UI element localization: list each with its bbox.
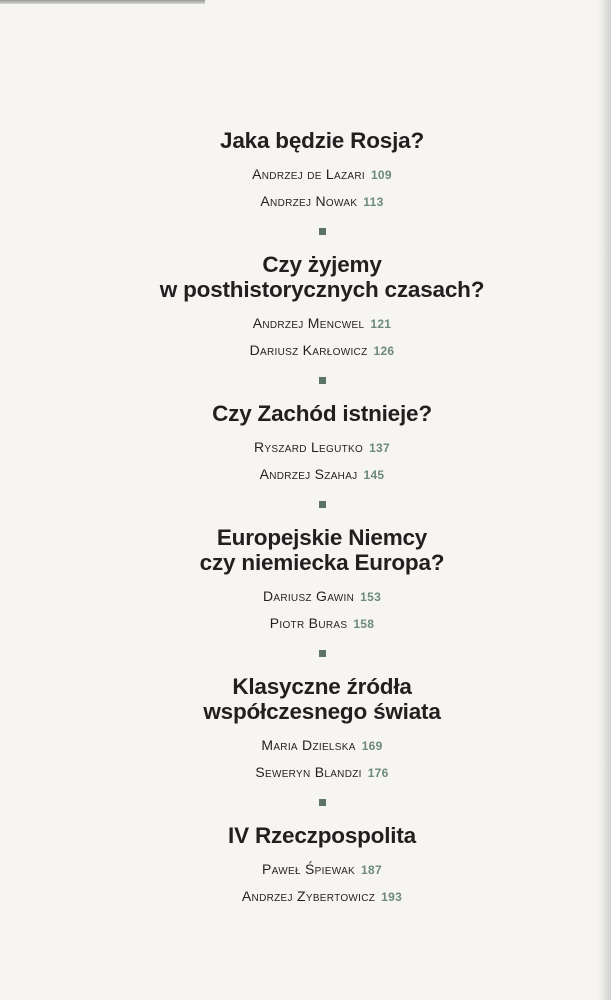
entry-author: Andrzej Mencwel <box>252 315 365 331</box>
section-title <box>0 252 611 302</box>
section-title-line: czy niemiecka Europa? <box>199 550 445 575</box>
entry-page-number: 121 <box>370 317 392 331</box>
toc-entry <box>0 765 611 781</box>
toc-entry <box>0 467 611 483</box>
toc-entry <box>0 167 611 183</box>
toc-section <box>0 401 611 483</box>
entry-author: Andrzej Zybertowicz <box>241 888 376 904</box>
section-title <box>0 128 611 153</box>
entry-author: Piotr Buras <box>269 615 348 631</box>
square-divider <box>319 799 326 806</box>
entry-author: Maria Dzielska <box>261 737 356 753</box>
entry-page-number: 176 <box>367 766 389 780</box>
section-title-line: Klasyczne źródła <box>232 674 412 699</box>
section-title <box>0 401 611 426</box>
section-title <box>0 525 611 575</box>
toc-section <box>0 128 611 210</box>
entry-page-number: 109 <box>370 168 392 182</box>
entry-page-number: 113 <box>363 195 384 209</box>
page-top-edge <box>0 0 205 4</box>
toc-section <box>0 823 611 905</box>
entry-page-number: 126 <box>373 344 395 358</box>
toc-entry <box>0 440 611 456</box>
entry-author: Dariusz Gawin <box>262 588 355 604</box>
entry-author: Paweł Śpiewak <box>262 861 356 877</box>
section-title <box>0 823 611 848</box>
entry-author: Andrzej Szahaj <box>259 466 358 482</box>
section-title-line: współczesnego świata <box>203 699 441 724</box>
entry-author: Ryszard Legutko <box>254 439 364 455</box>
entry-page-number: 169 <box>361 739 383 753</box>
entry-page-number: 158 <box>353 617 375 631</box>
toc-entry <box>0 862 611 878</box>
entry-page-number: 153 <box>360 590 382 604</box>
section-title-line: Europejskie Niemcy <box>216 525 428 550</box>
toc-entry <box>0 194 611 210</box>
entry-author: Dariusz Karłowicz <box>249 342 368 358</box>
toc-entry <box>0 316 611 332</box>
table-of-contents <box>0 128 611 916</box>
toc-section <box>0 674 611 781</box>
section-title-line: Czy Zachód istnieje? <box>212 401 432 426</box>
section-title-line: IV Rzeczpospolita <box>228 823 416 848</box>
square-divider <box>319 377 326 384</box>
toc-section <box>0 252 611 359</box>
toc-entry <box>0 889 611 905</box>
entry-author: Andrzej Nowak <box>260 193 358 209</box>
square-divider <box>319 228 326 235</box>
section-title-line: w posthistorycznych czasach? <box>159 277 485 302</box>
entry-author: Andrzej de Lazari <box>252 166 365 182</box>
entry-page-number: 187 <box>361 863 382 877</box>
square-divider <box>319 650 326 657</box>
toc-entry <box>0 589 611 605</box>
entry-page-number: 193 <box>381 890 403 904</box>
entry-author: Seweryn Blandzi <box>255 764 362 780</box>
section-title <box>0 674 611 724</box>
square-divider <box>319 501 326 508</box>
toc-section <box>0 525 611 632</box>
entry-page-number: 145 <box>363 468 385 482</box>
toc-entry <box>0 616 611 632</box>
toc-entry <box>0 343 611 359</box>
section-title-line: Jaka będzie Rosja? <box>220 128 424 153</box>
entry-page-number: 137 <box>369 441 390 455</box>
section-title-line: Czy żyjemy <box>262 252 382 277</box>
toc-entry <box>0 738 611 754</box>
